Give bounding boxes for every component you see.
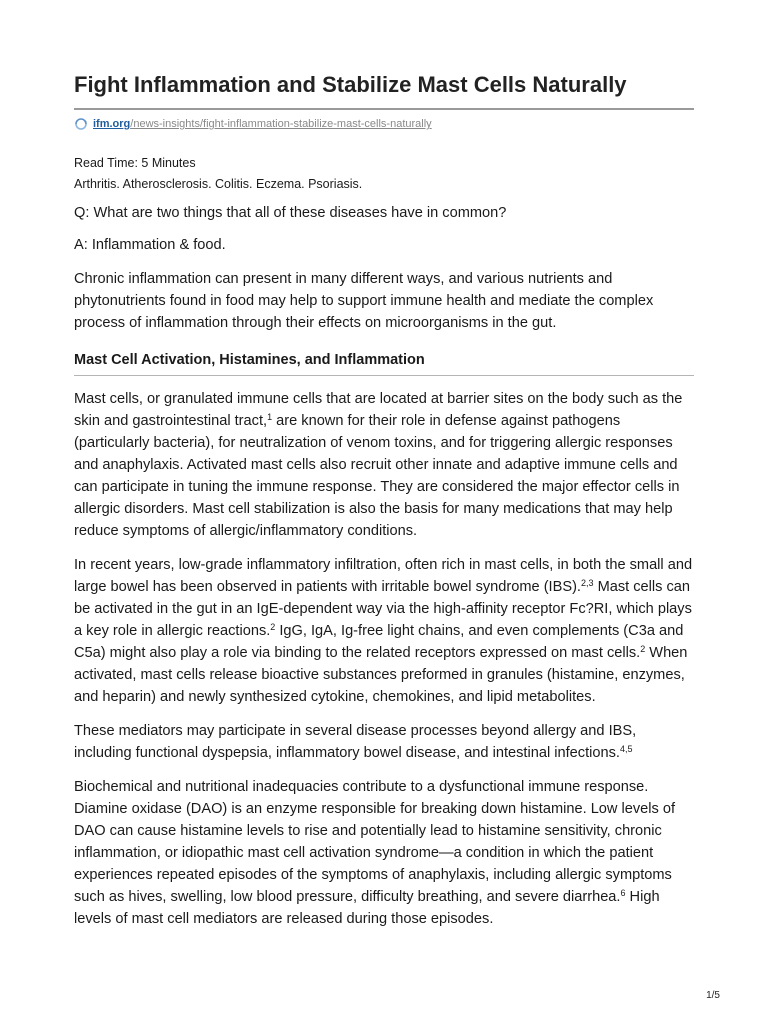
- qa-block: [74, 202, 694, 256]
- footnote-ref[interactable]: 2,3: [581, 578, 594, 588]
- footnote-ref[interactable]: 2: [640, 644, 646, 654]
- paragraph-ibs: [74, 554, 694, 708]
- paragraph-mediators: [74, 720, 694, 764]
- document-page: [74, 70, 694, 930]
- paragraph-text: Biochemical and nutritional inadequacies contribute to a dysfunctional immune response. Diamine oxidase (DAO) is an enzyme responsible for breaking down histamine. Low levels of DAO can cause histamine levels to rise and potentially lead to histamine sensitivity, chronic inflammation, or idiopathic mast cell activation syndrome—a condition in which the patient experiences repeated episodes of the symptoms of anaphylaxis, including allergic symptoms such as hives, swelling, low blood pressure, difficulty breathing, and severe diarrhea.: [74, 779, 676, 905]
- paragraph-dao: [74, 776, 694, 930]
- page-title: Fight Inflammation and Stabilize Mast Cells Naturally: [74, 72, 627, 97]
- paragraph-text: Mast cells, or granulated immune cells that are located at barrier sites on the body such as the skin and gastrointestinal tract,: [74, 391, 683, 429]
- footnote-ref[interactable]: 1: [267, 412, 273, 422]
- article-body: [74, 202, 694, 930]
- paragraph-text: When activated, mast cells release bioactive substances preformed in granules (histamine, enzymes, and heparin) and newly synthesized cytokine, chemokines, and lipid metabolites.: [74, 645, 688, 705]
- paragraph-text: In recent years, low-grade inflammatory infiltration, often rich in mast cells, in both the small and large bowel has been observed in patients with irritable bowel syndrome (IBS).: [74, 557, 693, 595]
- page-number: 1/5: [706, 990, 720, 1001]
- source-link[interactable]: [74, 117, 694, 131]
- paragraph-text: Mast cells can be activated in the gut in an IgE-dependent way via the high-affinity receptor Fc?RI, which plays a key role in allergic reactions.: [74, 579, 692, 639]
- section-divider: [74, 375, 694, 376]
- footnote-ref[interactable]: 2: [270, 622, 276, 632]
- answer-text: A: Inflammation & food.: [74, 237, 226, 253]
- paragraph-text: These mediators may participate in several disease processes beyond allergy and IBS, including functional dyspepsia, inflammatory bowel disease, and intestinal infections.: [74, 723, 637, 761]
- paragraph-text: High levels of mast cell mediators are released during those episodes.: [74, 889, 660, 927]
- source-path[interactable]: /news-insights/fight-inflammation-stabilize-mast-cells-naturally: [130, 118, 432, 130]
- footnote-ref[interactable]: 4,5: [619, 744, 633, 754]
- paragraph-mast-cells: [74, 388, 694, 542]
- footnote-ref[interactable]: 6: [620, 888, 626, 898]
- article-meta: [74, 153, 694, 194]
- source-domain[interactable]: ifm.org: [93, 118, 131, 130]
- disease-list: Arthritis. Atherosclerosis. Colitis. Eczema. Psoriasis.: [74, 177, 363, 191]
- intro-paragraph: Chronic inflammation can present in many different ways, and various nutrients and phytonutrients found in food may help to support immune health and mediate the complex process of inflammation through their effects on microorganisms in the gut.: [74, 271, 654, 331]
- question-text: Q: What are two things that all of these diseases have in common?: [74, 205, 507, 221]
- paragraph-text: are known for their role in defense against pathogens (particularly bacteria), for neutralization of venom toxins, and for triggering allergic responses and anaphylaxis. Activated mast cells also recruit other innate and adaptive immune cells and can participate in tuning the immune response. They are considered the major effector cells in allergic disorders. Mast cell stabilization is also the basis for many medications that may help reduce symptoms of allergic/inflammatory conditions.: [74, 413, 680, 539]
- link-icon: [74, 117, 88, 131]
- paragraph-text: IgG, IgA, Ig-free light chains, and even complements (C3a and C5a) might also play a role via binding to the related receptors expressed on mast cells.: [74, 623, 684, 661]
- read-time: Read Time: 5 Minutes: [74, 156, 196, 170]
- section-heading: Mast Cell Activation, Histamines, and Inflammation: [74, 352, 425, 368]
- title-divider: [74, 108, 694, 110]
